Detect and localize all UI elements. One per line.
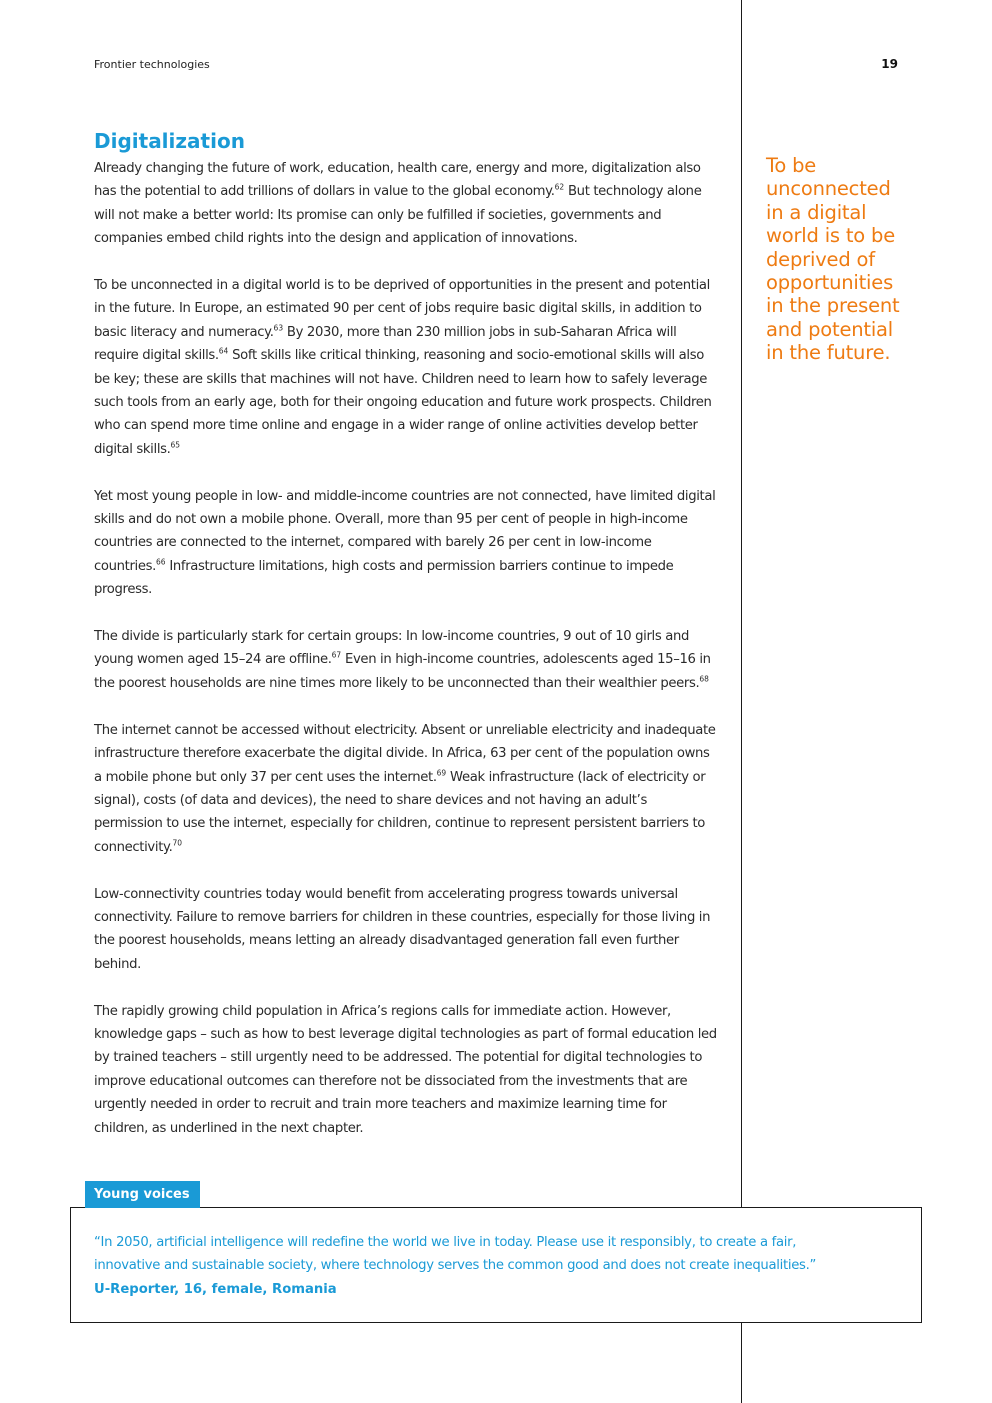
paragraph-text: Yet most young people in low- and middle-income countries are not connected, have limited digital skills and do not own a mobile phone. Overall, more than 95 per cent of people in high-income countries are connected to the internet, compared with barely 26 per cent in low-income countries. (94, 488, 716, 574)
pull-quote-line: unconnected (766, 177, 891, 201)
pull-quote-line: in a digital (766, 200, 867, 224)
paragraph-text: Soft skills like critical thinking, reasoning and socio-emotional skills will also be key; these are skills that machines will not have. Children need to learn how to safely leverage such tools from an early age, both for their ongoing education and future work prospects. Children who can spend more time online and engage in a wider range of online activities develop better digital skills. (94, 348, 712, 457)
pull-quote (766, 154, 966, 365)
paragraph-5 (94, 719, 719, 859)
footnote-ref: 65 (170, 440, 181, 450)
pull-quote-line: opportunities (766, 271, 894, 295)
young-voices-label: Young voices (85, 1181, 200, 1208)
footnote-ref: 62 (554, 183, 565, 193)
paragraph-text: Low-connectivity countries today would benefit from accelerating progress towards universal connectivity. Failure to remove barriers for children in these countries, especially for those living in the poorest households, means letting an already disadvantaged generation fall even further behind. (94, 886, 711, 972)
paragraph-6 (94, 883, 719, 977)
paragraph-text: The divide is particularly stark for certain groups: In low-income countries, 9 out of 10 girls and young women aged 15–24 are offline. (94, 629, 689, 668)
pull-quote-line: To be (766, 154, 817, 177)
footnote-ref: 70 (172, 838, 182, 848)
pull-quote-line: world is to be (766, 224, 896, 248)
paragraph-text: By 2030, more than 230 million jobs in sub-Saharan Africa will require digital skills. (94, 324, 677, 364)
paragraph-text: Even in high-income countries, adolescents aged 15–16 in the poorest households are nine times more likely to be unconnected than their wealthier peers. (94, 652, 711, 691)
paragraph-7 (94, 1000, 719, 1140)
column-divider-rule (741, 0, 742, 1403)
paragraph-text: But technology alone will not make a better world: Its promise can only be fulfilled if societies, governments and companies embed child rights into the design and application of innovations. (94, 184, 702, 247)
young-voices-quote-line: innovative and sustainable society, where technology serves the common good and does not create inequalities.” (94, 1258, 817, 1274)
footnote-ref: 63 (273, 323, 284, 333)
section-title: Digitalization (94, 129, 245, 153)
page-number: 19 (881, 57, 898, 71)
paragraph-text: Infrastructure limitations, high costs and permission barriers continue to impede progress. (94, 558, 674, 598)
pull-quote-line: deprived of (766, 247, 875, 271)
young-voices-attribution: U-Reporter, 16, female, Romania (94, 1282, 337, 1297)
paragraph-text: Already changing the future of work, education, health care, energy and more, digitalization also has the potential to add trillions of dollars in value to the global economy. (94, 161, 701, 200)
paragraph-text: Weak infrastructure (lack of electricity or signal), costs (of data and devices), the need to share devices and not having an adult’s permission to use the internet, especially for children, continue to represent persistent barriers to connectivity. (94, 769, 706, 855)
running-head: Frontier technologies (94, 58, 210, 71)
paragraph-text: To be unconnected in a digital world is to be deprived of opportunities in the present and potential in the future. In Europe, an estimated 90 per cent of jobs require basic digital skills, in addition to basic literacy and numeracy. (94, 278, 710, 340)
pull-quote-line: in the present (766, 294, 900, 318)
footnote-ref: 64 (218, 346, 229, 356)
paragraph-3 (94, 485, 719, 602)
young-voices-quote-line: “In 2050, artificial intelligence will redefine the world we live in today. Please use it responsibly, to create a fair, (94, 1235, 797, 1250)
paragraph-text: The rapidly growing child population in Africa’s regions calls for immediate action. However, knowledge gaps – such as how to best leverage digital technologies as part of formal education led by trained teachers – still urgently need to be addressed. The potential for digital technologies to improve educational outcomes can therefore not be dissociated from the investments that are urgently needed in order to recruit and train more teachers and maximize learning time for children, as underlined in the next chapter. (94, 1003, 717, 1136)
paragraph-text: The internet cannot be accessed without electricity. Absent or unreliable electricity and inadequate infrastructure therefore exacerbate the digital divide. In Africa, 63 per cent of the population owns a mobile phone but only 37 per cent uses the internet. (94, 722, 716, 785)
young-voices-quote (94, 1231, 894, 1278)
young-voices-box (70, 1207, 922, 1323)
body-text-column (94, 157, 719, 1163)
paragraph-2 (94, 274, 719, 461)
paragraph-1 (94, 157, 719, 251)
footnote-ref: 69 (436, 768, 447, 778)
pull-quote-line: and potential (766, 317, 894, 341)
footnote-ref: 68 (699, 674, 709, 684)
footnote-ref: 67 (331, 651, 342, 661)
pull-quote-line: in the future. (766, 341, 891, 365)
paragraph-4 (94, 625, 719, 695)
footnote-ref: 66 (155, 557, 166, 567)
